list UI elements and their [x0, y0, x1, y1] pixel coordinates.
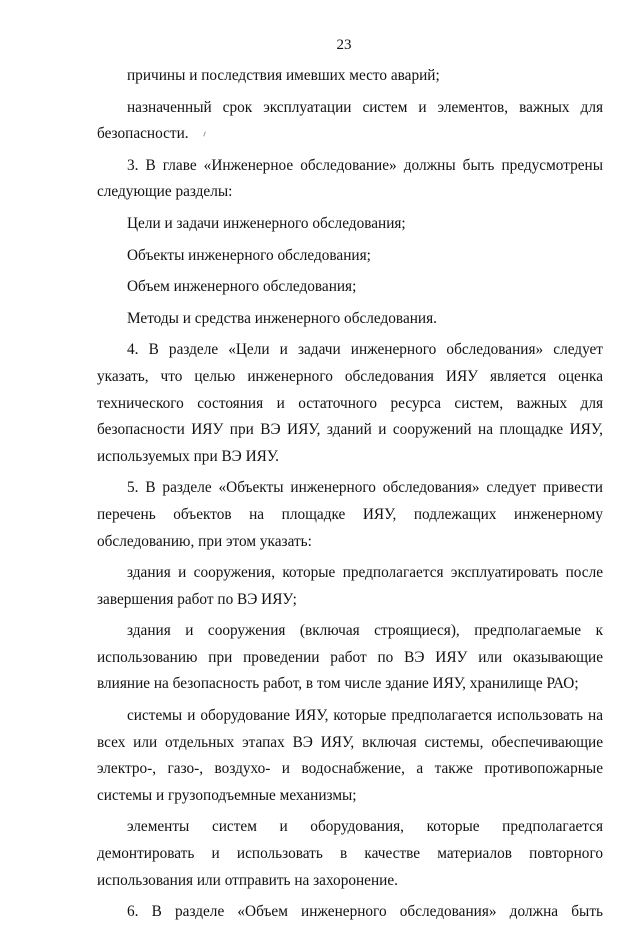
- paragraph-section-6: 6. В разделе «Объем инженерного обследования» должна быть: [127, 903, 603, 921]
- paragraph-section-3: 3. В главе «Инженерное обследование» должны быть предусмотрены следующие разделы:: [97, 156, 603, 201]
- paragraph-accident-causes: причины и последствия имевших место аварий;: [127, 67, 440, 84]
- page-number: 23: [336, 37, 352, 53]
- list-item-buildings: здания и сооружения, которые предполагается эксплуатировать после завершения работ по ВЭ ИЯУ;: [97, 564, 603, 608]
- list-item-systems-equipment: системы и оборудование ИЯУ, которые предполагается использовать на всех или отдельных этапах ВЭ ИЯУ, включая системы, обеспечивающие электро-, газо-, воздухо- и водоснабжение, а также противопожарные системы и грузоподъемные механизмы;: [97, 707, 603, 804]
- paragraph-service-life: назначенный срок эксплуатации систем и элементов, важных для безопасности.: [97, 98, 603, 143]
- paragraph-section-4: 4. В разделе «Цели и задачи инженерного обследования» следует указать, что целью инженерного обследования ИЯУ является оценка технического состояния и остаточного ресурса систем, важных для безопасности ИЯУ при ВЭ ИЯУ, зданий и сооружений на площадке ИЯУ, используемых при ВЭ ИЯУ.: [97, 341, 603, 465]
- list-item-goals: Цели и задачи инженерного обследования;: [127, 214, 406, 232]
- list-item-methods: Методы и средства инженерного обследования.: [127, 309, 437, 327]
- list-item-buildings-construction: здания и сооружения (включая строящиеся), предполагаемые к использованию при проведении работ по ВЭ ИЯУ или оказывающие влияние на безопасность работ, в том числе здание ИЯУ, хранилище РАО;: [97, 622, 603, 693]
- list-item-objects: Объекты инженерного обследования;: [127, 246, 371, 264]
- paragraph-section-5: 5. В разделе «Объекты инженерного обследования» следует привести перечень объектов на площадке ИЯУ, подлежащих инженерному обследованию, при этом указать:: [97, 479, 603, 550]
- document-body: [97, 63, 603, 926]
- list-item-elements-dismantle: элементы систем и оборудования, которые предполагается демонтировать и использовать в качестве материалов повторного использования или отправить на захоронение.: [97, 818, 603, 889]
- list-item-scope: Объем инженерного обследования;: [127, 278, 357, 296]
